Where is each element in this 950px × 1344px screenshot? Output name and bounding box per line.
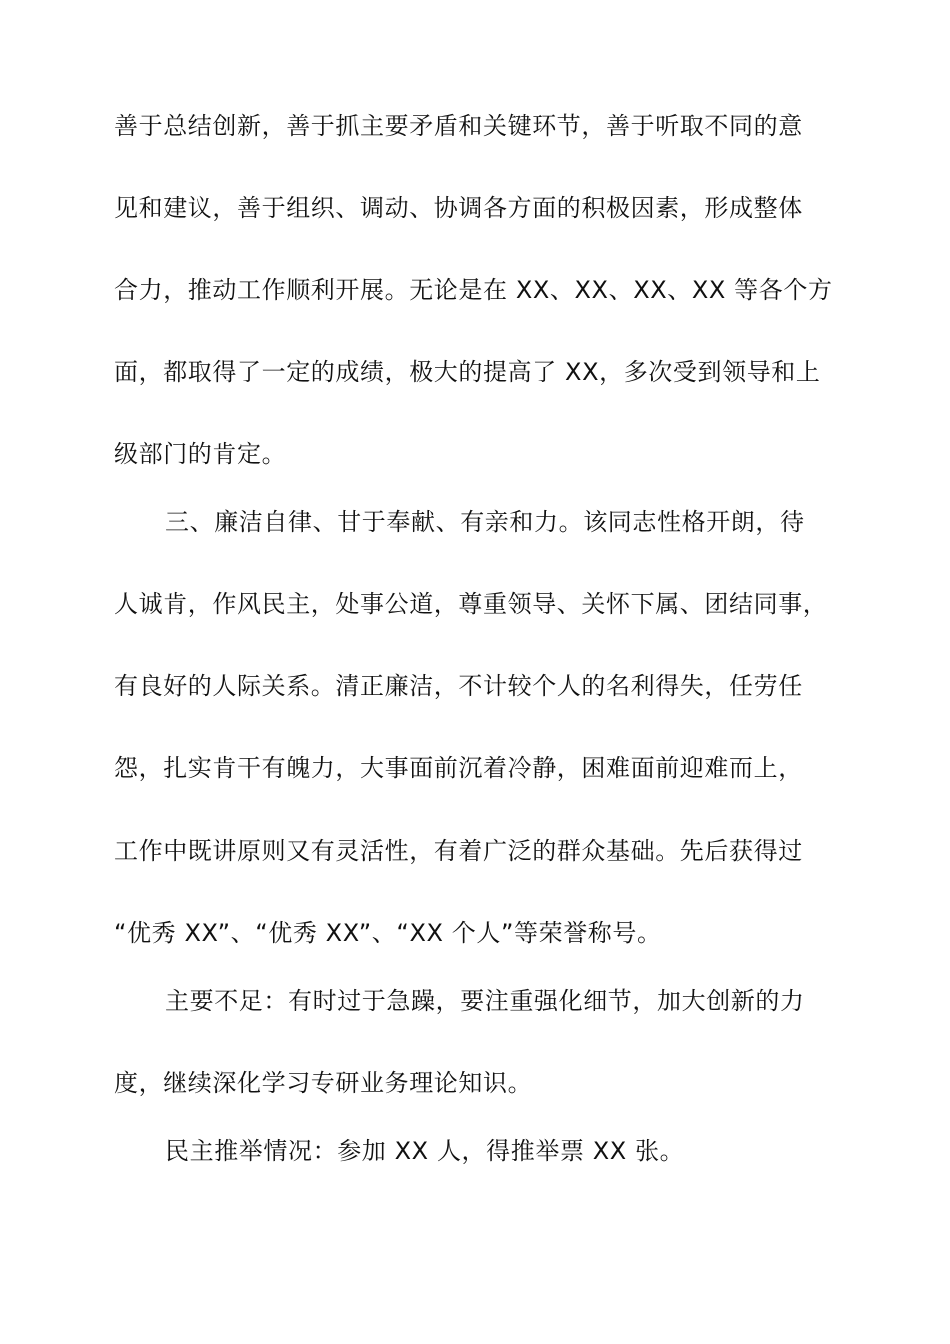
paragraph-heading: 三、廉洁自律、甘于奉献、有亲和力。该同志性格开朗，待 (165, 508, 805, 536)
text-line: 善于总结创新，善于抓主要矛盾和关键环节，善于听取不同的意 (114, 112, 803, 140)
text-line: 怨，扎实肯干有魄力，大事面前沉着冷静，困难面前迎难而上， (114, 754, 803, 782)
text-line: 合力，推动工作顺利开展。无论是在 XX、XX、XX、XX 等各个方 (114, 276, 833, 304)
election-line: 民主推举情况：参加 XX 人，得推举票 XX 张。 (165, 1137, 685, 1165)
text-line: 级部门的肯定。 (114, 440, 287, 468)
text-line: 有良好的人际关系。清正廉洁，不计较个人的名利得失，任劳任 (114, 672, 803, 700)
text-line: 面，都取得了一定的成绩，极大的提高了 XX，多次受到领导和上 (114, 358, 821, 386)
shortcomings-line: 主要不足：有时过于急躁，要注重强化细节，加大创新的力 (165, 987, 805, 1015)
text-line: 度，继续深化学习专研业务理论知识。 (114, 1069, 533, 1097)
text-line: 见和建议，善于组织、调动、协调各方面的积极因素，形成整体 (114, 194, 803, 222)
text-line: “优秀 XX”、“优秀 XX”、“XX 个人”等荣誉称号。 (114, 919, 662, 947)
text-line: 人诚肯，作风民主，处事公道，尊重领导、关怀下属、团结同事， (114, 590, 828, 618)
text-line: 工作中既讲原则又有灵活性，有着广泛的群众基础。先后获得过 (114, 837, 803, 865)
